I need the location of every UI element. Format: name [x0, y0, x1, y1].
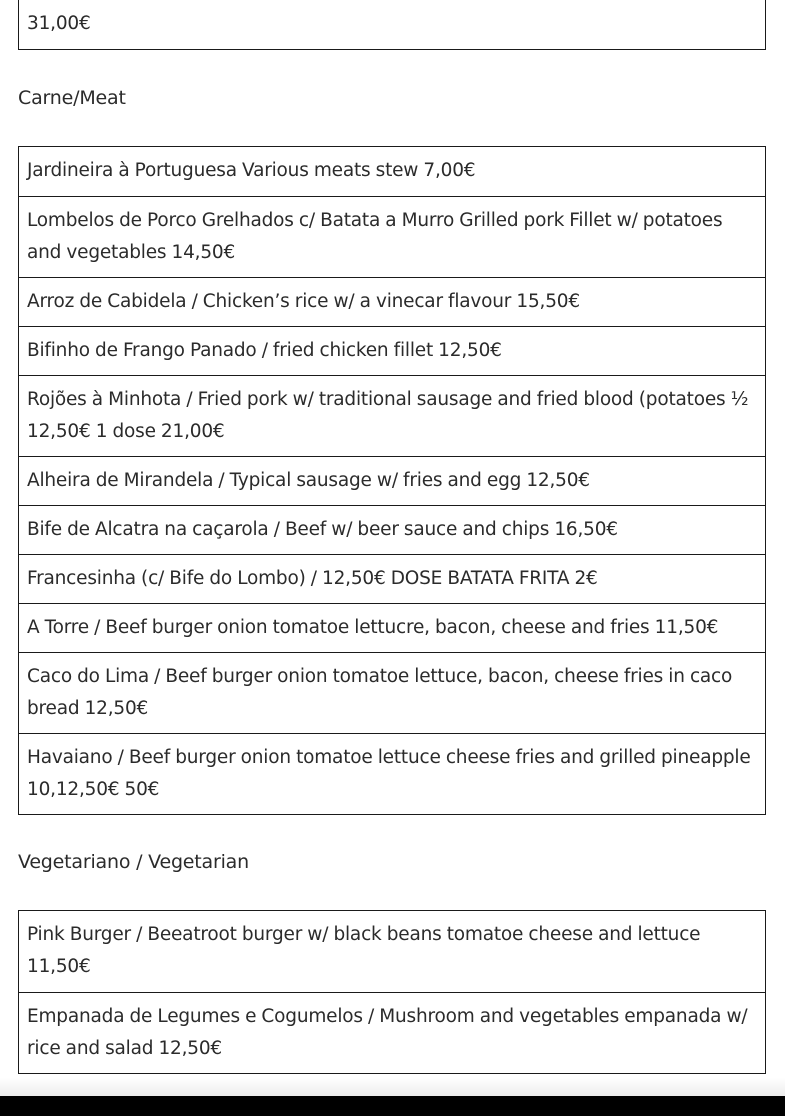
menu-item: Bife de Alcatra na caçarola / Beef w/ beer sauce and chips 16,50€ [19, 505, 765, 554]
previous-item-clipped-line [27, 0, 757, 8]
bottom-shadow [0, 1078, 785, 1096]
menu-item: Alheira de Mirandela / Typical sausage w/ fries and egg 12,50€ [19, 456, 765, 505]
menu-item: Francesinha (c/ Bife do Lombo) / 12,50€ DOSE BATATA FRITA 2€ [19, 554, 765, 603]
section-title-meat: Carne/Meat [18, 87, 126, 109]
menu-item: Pink Burger / Beeatroot burger w/ black beans tomatoe cheese and lettuce 11,50€ [27, 924, 701, 977]
menu-item: A Torre / Beef burger onion tomatoe lettucre, bacon, cheese and fries 11,50€ [19, 603, 765, 652]
vegetarian-menu-table [18, 910, 766, 1074]
menu-item: Havaiano / Beef burger onion tomatoe lettuce cheese fries and grilled pineapple 10,12,50€ 50€ [19, 733, 765, 814]
menu-item: Jardineira à Portuguesa Various meats stew 7,00€ [27, 160, 476, 181]
menu-item: Caco do Lima / Beef burger onion tomatoe lettuce, bacon, cheese fries in caco bread 12,50€ [19, 652, 765, 733]
previous-menu-table [18, 0, 766, 50]
menu-item: Arroz de Cabidela / Chicken’s rice w/ a vinecar flavour 15,50€ [19, 277, 765, 326]
menu-item: Bifinho de Frango Panado / fried chicken fillet 12,50€ [19, 326, 765, 375]
meat-menu-table [18, 146, 766, 815]
section-title-vegetarian: Vegetariano / Vegetarian [18, 851, 249, 873]
menu-item: Rojões à Minhota / Fried pork w/ traditional sausage and fried blood (potatoes ½ 12,50€ 1 dose 21,00€ [19, 375, 765, 456]
menu-item: Lombelos de Porco Grelhados c/ Batata a Murro Grilled pork Fillet w/ potatoes and vegetables 14,50€ [19, 196, 765, 277]
previous-item-price: 31,00€ [27, 13, 91, 34]
menu-item: Empanada de Legumes e Cogumelos / Mushroom and vegetables empanada w/ rice and salad 12,50€ [19, 992, 765, 1073]
bottom-black-bar [0, 1096, 785, 1116]
